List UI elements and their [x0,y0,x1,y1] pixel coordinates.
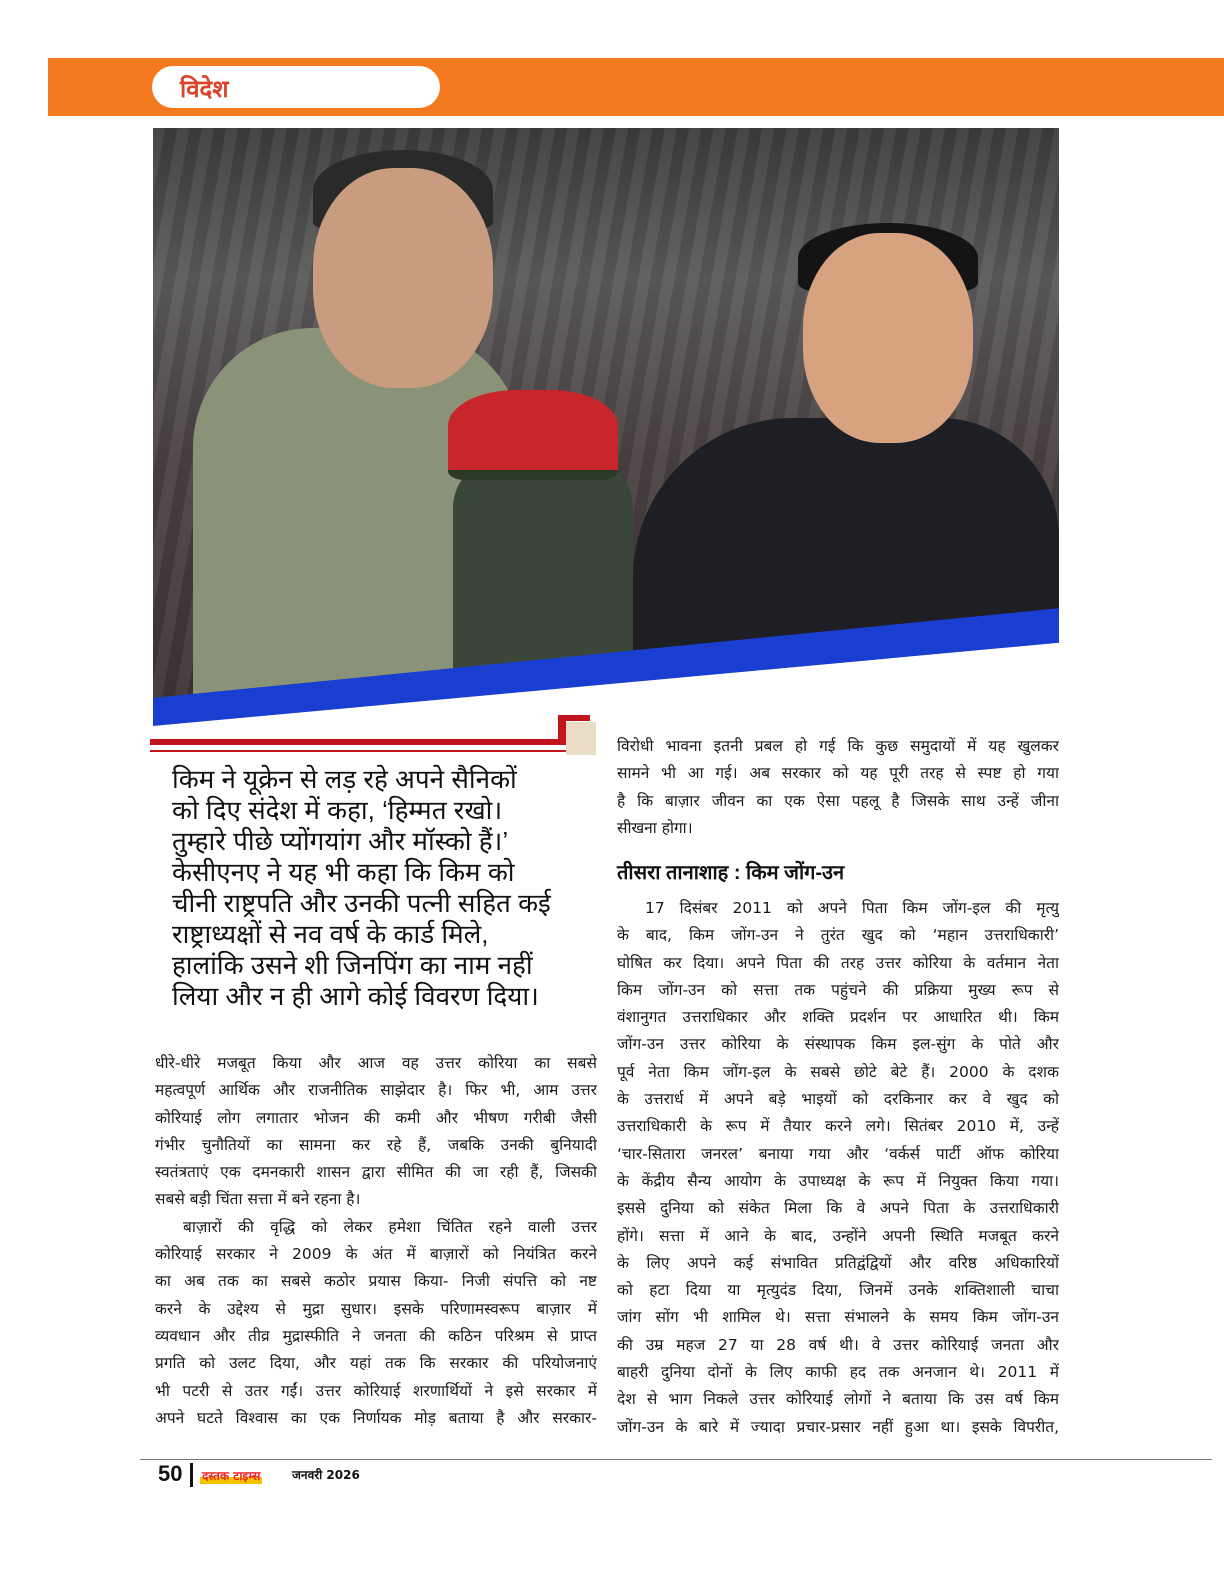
text-line: अपने घटते विश्वास का एक निर्णायक मोड़ बताया है और सरकार- [155,1408,597,1427]
article-photo [153,128,1059,726]
pull-quote-line: लिया और न ही आगे कोई विवरण दिया। [172,981,539,1011]
text-line: धीरे-धीरे मजबूत किया और आज वह उत्तर कोरिया का सबसे [155,1054,597,1072]
right-column-bottom [617,895,1059,1441]
text-line: जोंग-उन के बारे में ज्यादा प्रचार-प्रसार नहीं हुआ था। इसके विपरीत, [617,1417,1059,1436]
pull-quote-line: राष्ट्राध्यक्षों से नव वर्ष के कार्ड मिले, [172,919,489,949]
text-line: सबसे बड़ी चिंता सत्ता में बने रहना है। [155,1190,361,1209]
photo-figure-middle [453,458,633,678]
pull-quote [172,764,592,1012]
text-line: पूर्व नेता किम जोंग-इल के सबसे छोटे बेटे हैं। 2000 के दशक [617,1062,1059,1081]
text-line: को हटा दिया या मृत्युदंड दिया, जिनमें उनके शक्तिशाली चाचा [617,1281,1059,1300]
text-line: की उम्र महज 27 या 28 वर्ष थी। वे उत्तर कोरियाई जनता और [617,1335,1059,1354]
paragraph [155,1050,597,1214]
text-line: के लिए अपने कई संभावित प्रतिद्वंद्वियों और वरिष्ठ अधिकारियों [617,1253,1059,1272]
text-line: 17 दिसंबर 2011 को अपने पिता किम जोंग-इल की मृत्यु [645,899,1059,917]
text-line: किम जोंग-उन को सत्ता तक पहुंचने की प्रक्रिया मुख्य रूप से [617,980,1059,999]
paragraph [155,1214,597,1432]
paragraph [617,733,1059,842]
text-line: देश से भाग निकले उत्तर कोरियाई लोगों ने बताया कि उस वर्ष किम [617,1390,1059,1409]
pull-quote-line: केसीएनए ने यह भी कहा कि किम को [172,857,515,887]
magazine-logo: दस्तक टाइम्स [202,1469,261,1483]
right-column-top [617,733,1059,842]
issue-date: जनवरी 2026 [292,1468,360,1482]
text-line: के बाद, किम जोंग-उन ने तुरंत खुद को ‘महान उत्तराधिकारी’ [617,926,1059,945]
section-label: विदेश [180,75,229,103]
text-line: सामने भी आ गई। अब सरकार को यह पूरी तरह से स्पष्ट हो गया [617,764,1059,783]
decorative-corner [558,715,590,745]
pull-quote-line: किम ने यूक्रेन से लड़ रहे अपने सैनिकों [172,764,517,794]
text-line: बाहरी दुनिया दोनों के लिए काफी हद तक अनजान थे। 2011 में [617,1363,1059,1382]
text-line: गंभीर चुनौतियों का सामना कर रहे हैं, जबकि उनकी बुनियादी [155,1135,597,1154]
text-line: के उत्तरार्ध में अपने बड़े भाइयों को दरकिनार कर वे खुद को [617,1090,1059,1109]
pull-quote-line: को दिए संदेश में कहा, ‘हिम्मत रखो। [172,795,503,825]
text-line: का अब तक का सबसे कठोर प्रयास किया- निजी संपत्ति को नष्ट [155,1272,597,1291]
page-number: 50 [158,1461,183,1486]
text-line: बाज़ारों की वृद्धि को लेकर हमेशा चिंतित रहने वाली उत्तर [183,1217,597,1236]
text-line: करने के उद्देश्य से मुद्रा सुधार। इसके परिणामस्वरूप बाज़ार में [155,1299,597,1318]
text-line: इससे दुनिया को संकेत मिला कि वे अपने पिता के उत्तराधिकारी [617,1199,1059,1218]
text-line: कोरियाई सरकार ने 2009 के अंत में बाज़ारों को नियंत्रित करने [155,1245,597,1264]
footer-rule [140,1459,1212,1460]
paragraph [617,895,1059,1441]
text-line: ‘चार-सितारा जनरल’ बनाया गया और ‘वर्कर्स पार्टी ऑफ कोरिया [617,1144,1059,1163]
footer-separator [190,1463,193,1487]
text-line: के केंद्रीय सैन्य आयोग के उपाध्यक्ष के रूप में नियुक्त किया गया। [617,1171,1059,1190]
text-line: विरोधी भावना इतनी प्रबल हो गई कि कुछ समुदायों में यह खुलकर [617,737,1059,755]
text-line: स्वतंत्रताएं एक दमनकारी शासन द्वारा सीमित की जा रही हैं, जिसकी [155,1163,597,1182]
text-line: व्यवधान और तीव्र मुद्रास्फीति ने जनता की कठिन परिश्रम से प्राप्त [155,1326,597,1345]
left-column [155,1050,597,1432]
text-line: वंशानुगत उत्तराधिकार और शक्ति प्रदर्शन पर आधारित थी। किम [617,1008,1059,1027]
text-line: जोंग-उन उत्तर कोरिया के संस्थापक किम इल-सुंग के पोते और [617,1035,1059,1054]
decorative-rule-thin [150,750,590,752]
text-line: है कि बाज़ार जीवन का एक ऐसा पहलू है जिसके साथ उन्हें जीना [617,791,1059,810]
pull-quote-line: चीनी राष्ट्रपति और उनकी पत्नी सहित कई [172,888,551,918]
text-line: महत्वपूर्ण आर्थिक और राजनीतिक साझेदार है। फिर भी, आम उत्तर [155,1081,597,1100]
text-line: होंगे। सत्ता में आने के बाद, उन्होंने अपनी स्थिति मजबूत करने [617,1226,1059,1245]
text-line: उत्तराधिकारी के रूप में तैयार करने लगे। सितंबर 2010 में, उन्हें [617,1117,1059,1136]
subheading: तीसरा तानाशाह : किम जोंग-उन [617,862,845,884]
text-line: जांग सोंग भी शामिल थे। सत्ता संभालने के समय किम जोंग-उन [617,1308,1059,1327]
text-line: सीखना होगा। [617,818,693,837]
text-line: कोरियाई लोग लगातार भोजन की कमी और भीषण गरीबी जैसी [155,1108,597,1127]
section-tab [152,66,440,108]
pull-quote-line: तुम्हारे पीछे प्योंगयांग और मॉस्को हैं।’ [172,826,509,856]
text-line: प्रगति को उलट दिया, और यहां तक कि सरकार की परियोजनाएं [155,1354,597,1373]
decorative-rule [150,739,566,745]
text-line: भी पटरी से उतर गईं। उत्तर कोरियाई शरणार्थियों ने इसे सरकार में [155,1381,597,1400]
pull-quote-line: हालांकि उसने शी जिनपिंग का नाम नहीं [172,950,533,980]
text-line: घोषित कर दिया। अपने पिता की तरह उत्तर कोरिया के वर्तमान नेता [617,953,1059,972]
